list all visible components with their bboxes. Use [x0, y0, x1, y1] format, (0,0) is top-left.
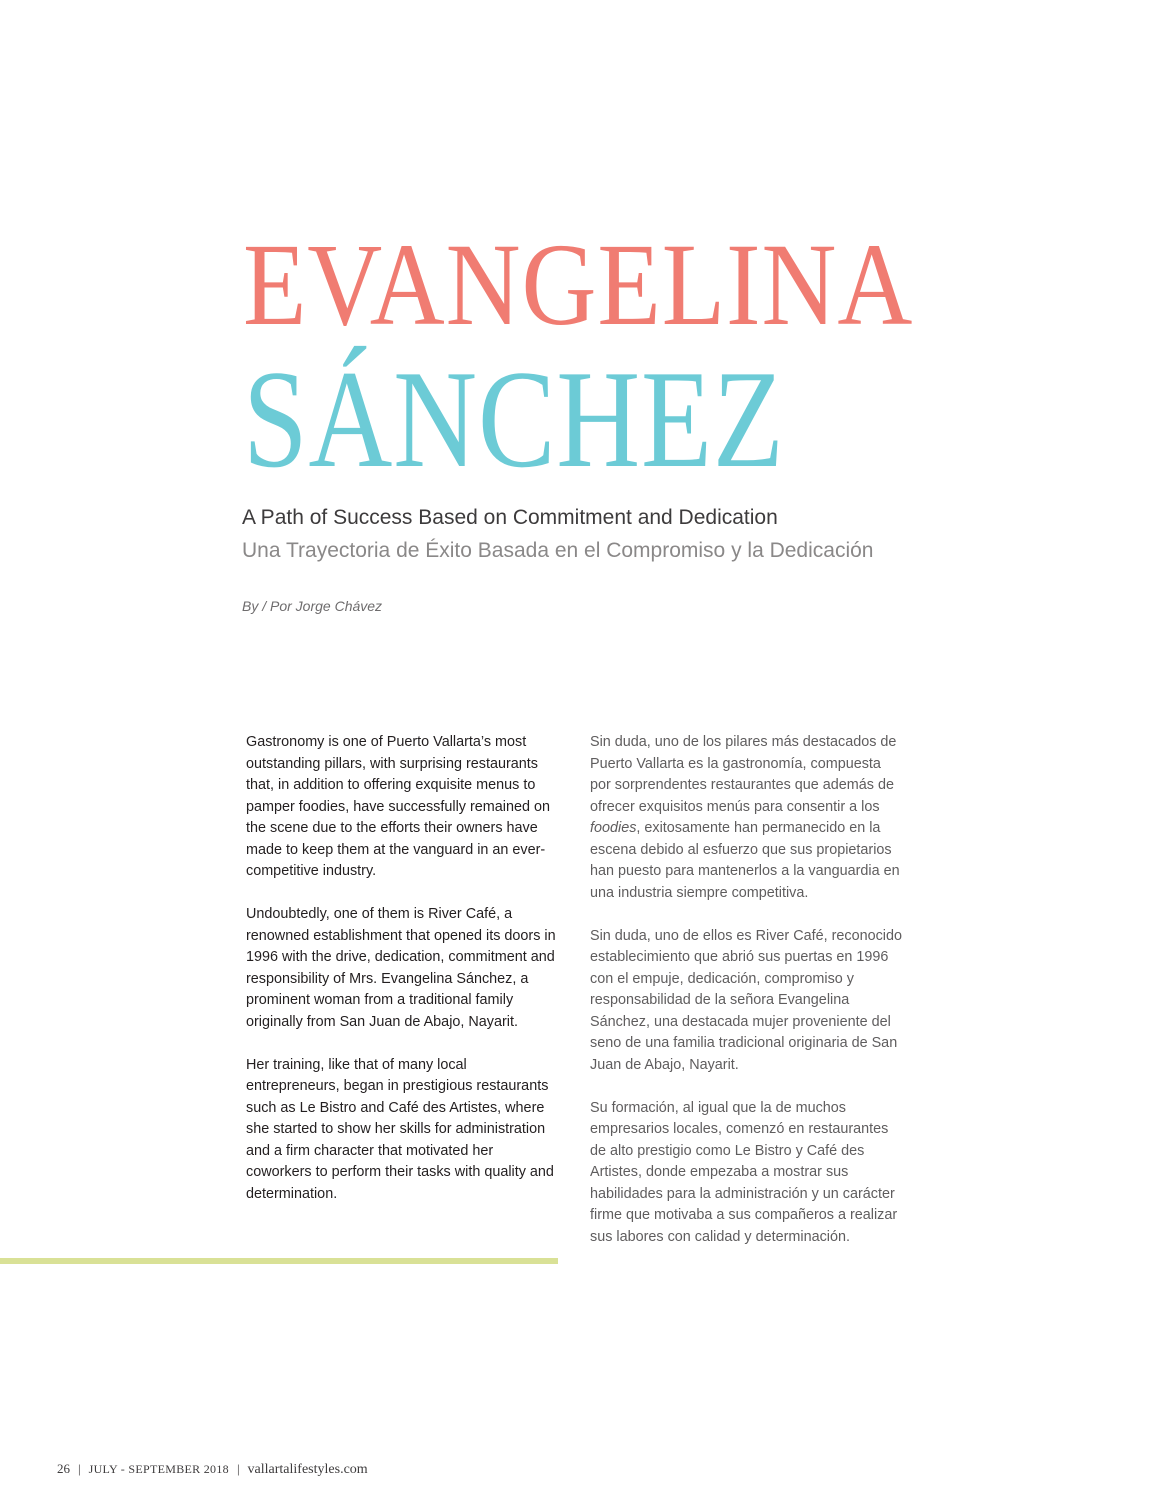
body-column-english	[246, 732, 556, 1227]
byline: By / Por Jorge Chávez	[242, 598, 383, 614]
body-en-paragraph-2: Undoubtedly, one of them is River Café, a renowned establishment that opened its doors in 1996 with the drive, dedication, commitment and responsibility of Mrs. Evangelina Sánchez, a prominent woman from a traditional family originally from San Juan de Abajo, Nayarit.	[246, 906, 556, 1030]
website-link[interactable]: vallartalifestyles.com	[247, 1462, 368, 1477]
subtitle-english: A Path of Success Based on Commitment and Dedication	[242, 506, 778, 529]
accent-divider-line	[0, 1258, 558, 1264]
issue-date: JULY - SEPTEMBER 2018	[88, 1462, 229, 1476]
footer-separator: |	[78, 1461, 81, 1476]
body-es-paragraph-3: Su formación, al igual que la de muchos empresarios locales, comenzó en restaurantes de alto prestigio como Le Bistro y Café des Artistes, donde empezaba a mostrar sus habilidades para la administración y un carácter firme que motivaba a sus compañeros a realizar sus labores con calidad y determinación.	[590, 1099, 898, 1245]
body-es-paragraph-2: Sin duda, uno de ellos es River Café, reconocido establecimiento que abrió sus puertas en 1996 con el empuje, dedicación, compromiso y responsabilidad de la señora Evangelina Sánchez, una destacada mujer proveniente del seno de una familia tradicional originaria de San Juan de Abajo, Nayarit.	[590, 927, 902, 1073]
body-es-emphasis-foodies: foodies	[590, 820, 637, 836]
body-en-paragraph-3: Her training, like that of many local entrepreneurs, began in prestigious restaurants such as Le Bistro and Café des Artistes, where she started to show her skills for administration and a firm character that motivated her coworkers to perform their tasks with quality and determination.	[246, 1056, 554, 1202]
title-first-name: EVANGELINA	[243, 219, 914, 350]
footer-separator: |	[236, 1461, 240, 1476]
body-column-spanish	[590, 732, 902, 1270]
body-en-paragraph-1: Gastronomy is one of Puerto Vallarta’s most outstanding pillars, with surprising restaurants that, in addition to offering exquisite menus to pamper foodies, have successfully remained on the scene due to the efforts their owners have made to keep them at the vanguard in an ever-competitive industry.	[246, 734, 550, 879]
body-es-paragraph-1	[590, 732, 902, 904]
page-footer	[57, 1461, 368, 1478]
subtitle-spanish: Una Trayectoria de Éxito Basada en el Compromiso y la Dedicación	[242, 539, 874, 562]
page-number: 26	[57, 1461, 70, 1476]
body-es-paragraph-1-start: Sin duda, uno de los pilares más destacados de Puerto Vallarta es la gastronomía, compuesta por sorprendentes restaurantes que además de ofrecer exquisitos menús para consentir a los	[590, 734, 897, 815]
body-es-paragraph-1-end: , exitosamente han permanecido en la escena debido al esfuerzo que sus propietarios han puesto para mantenerlos a la vanguardia en una industria siempre competitiva.	[590, 820, 900, 901]
title-last-name: SÁNCHEZ	[243, 342, 785, 497]
